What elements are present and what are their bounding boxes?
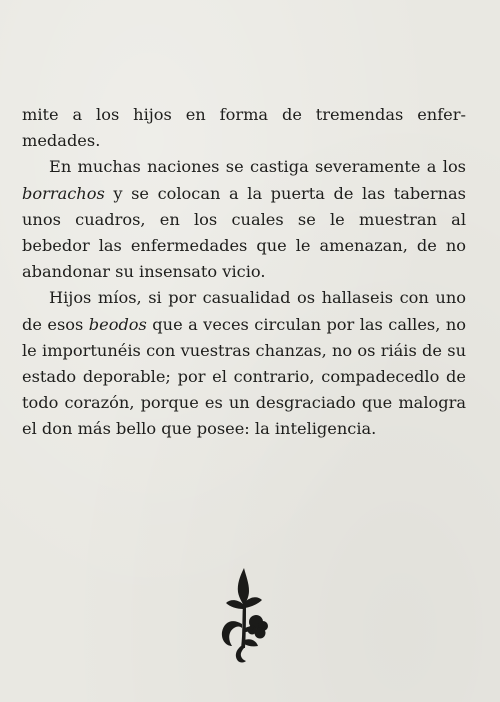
paragraph-1-text: mite a los hijos en forma de tremendas enfermedades. [22, 105, 466, 151]
paragraph-1 [22, 102, 466, 154]
paragraph-2-text-b: y se colocan a la puerta de las tabernas unos cuadros, en los cuales se le muestran al bebedor las enfermedades que le amenazan, de no abandonar su insensato vicio. [22, 183, 466, 282]
paragraph-2 [22, 154, 466, 285]
paragraph-3 [22, 285, 466, 442]
paragraph-3-text-a: Hijos míos, si por casualidad os hallaseis con uno de esos [22, 288, 466, 334]
body-text [22, 102, 466, 443]
flower-sprig-ornament-icon [218, 566, 272, 664]
paragraph-3-text-b: que a veces circulan por las calles, no le importunéis con vuestras chanzas, no os riáis de su estado deporable; por el contrario, compadecedlo de todo corazón, porque es un desgraciado que malogra el don más bello que posee: la inteligencia. [22, 314, 466, 439]
paragraph-2-text-a: En muchas naciones se castiga severamente a los [49, 157, 466, 177]
italic-word-beodos: beodos [88, 314, 147, 334]
italic-word-borrachos: borrachos [22, 183, 105, 203]
